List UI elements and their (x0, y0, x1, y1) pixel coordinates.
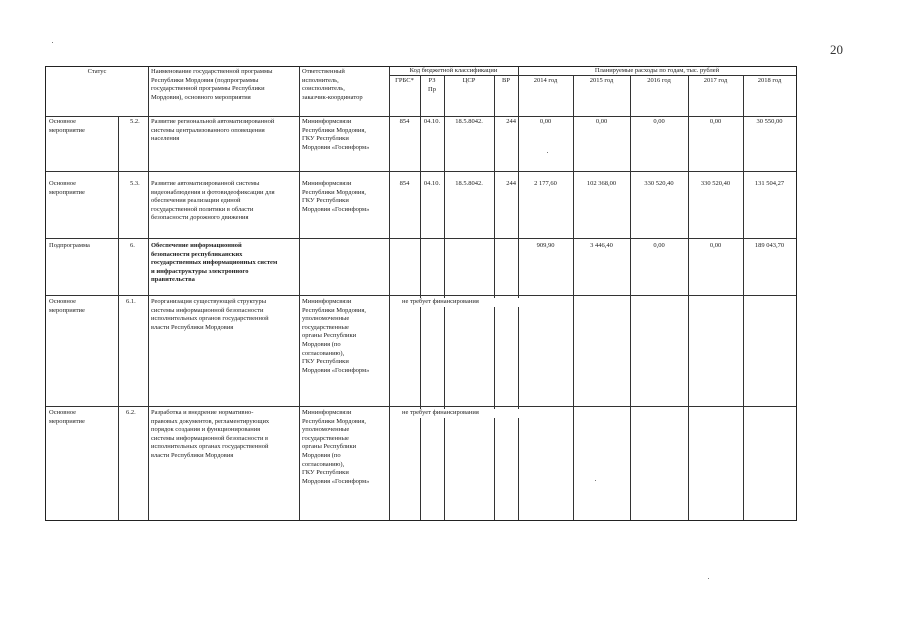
row-responsible: Мининформсвязи Республики Мордовия, уполномоченные государственные органы Республики Мордовия (по согласованию), ГКУ Республики Мордовия «Госинформ» (302, 298, 370, 374)
col-divider (148, 67, 149, 520)
row-value-2018: 131 504,27 (754, 180, 785, 187)
col-divider (299, 67, 300, 520)
row-value-2016: 0,00 (653, 242, 665, 249)
col-divider (389, 67, 390, 520)
row-grbs: 854 (399, 118, 410, 125)
header-year-2018: 2018 год (757, 77, 782, 84)
header-status: Статус (87, 68, 107, 75)
row-csr: 18.5.8042. (455, 118, 483, 125)
row-value-2018: 30 550,00 (756, 118, 783, 125)
col-divider (630, 75, 631, 520)
row-status: Основное мероприятие (49, 180, 85, 196)
scan-speck (547, 152, 548, 153)
row-value-2014: 909,90 (536, 242, 555, 249)
header-name: Наименование государственной программы Республики Мордовия (подпрограммы государственной программы Республики Мордовия), основного мероприятия (151, 68, 273, 101)
row-note: не требует финансирования (402, 298, 522, 307)
row-value-2015: 3 446,40 (590, 242, 613, 249)
col-divider (743, 75, 744, 520)
row-value-2014: 0,00 (539, 118, 552, 125)
row-responsible: Мининформсвязи Республики Мордовия, ГКУ Республики Мордовия «Госинформ» (302, 180, 370, 213)
scan-speck (52, 42, 53, 43)
header-vr: ВР (502, 77, 510, 84)
row-status: Основное мероприятие (49, 118, 85, 134)
header-year-2016: 2016 год (647, 77, 671, 84)
row-rz: 04.10. (423, 118, 441, 125)
row-rz: 04.10. (423, 180, 441, 187)
row-divider (46, 406, 796, 407)
row-status: Подпрограмма (49, 242, 90, 249)
row-csr: 18.5.8042. (455, 180, 483, 187)
header-grbs: ГРБС* (395, 77, 414, 84)
row-status: Основное мероприятие (49, 409, 85, 425)
header-year-2014: 2014 год (533, 77, 558, 84)
row-value-2016: 0,00 (653, 118, 665, 125)
row-value-2015: 0,00 (595, 118, 608, 125)
row-name: Реорганизация существующей структуры системы информационной безопасности исполнительных органов государственной власти Республики Мордовия (151, 298, 269, 331)
header-year-2015: 2015 год (589, 77, 614, 84)
row-value-2017: 0,00 (709, 242, 722, 249)
row-divider (46, 171, 796, 172)
row-number: 6.1. (126, 298, 136, 305)
header-csr: ЦСР (462, 77, 476, 84)
col-divider (118, 117, 119, 520)
scan-speck (595, 480, 596, 481)
row-name: Разработка и внедрение нормативно- правовых документов, регламентирующих порядок создания и функционирования системы информационной безопасности в исполнительных органах государственной власти Республики Мордовия (151, 409, 270, 459)
header-budget-code: Код бюджетной классификации (409, 67, 498, 74)
page-number: 20 (830, 42, 843, 57)
col-divider (573, 75, 574, 520)
header-rz: РЗ Пр (428, 77, 436, 93)
row-number: 6.2. (126, 409, 136, 416)
row-value-2014: 2 177,60 (534, 180, 557, 187)
budget-table (45, 66, 797, 521)
header-responsible: Ответственный исполнитель, соисполнитель, заказчик-координатор (302, 68, 363, 101)
row-name: Развитие региональной автоматизированной системы централизованного оповещения населения (151, 118, 275, 143)
row-vr: 244 (506, 118, 516, 125)
row-responsible: Мининформсвязи Республики Мордовия, уполномоченные государственные органы Республики Мордовия (по согласованию), ГКУ Республики Мордовия «Госинформ» (302, 409, 370, 485)
row-vr: 244 (506, 180, 516, 187)
row-name: Развитие автоматизированной системы видеонаблюдения и фотовидеофиксации для обеспечения реализации единой государственной политики в области безопасности дорожного движения (151, 180, 275, 222)
row-value-2015: 102 368,00 (586, 180, 617, 187)
row-divider (46, 238, 796, 239)
row-responsible: Мининформсвязи Республики Мордовия, ГКУ Республики Мордовия «Госинформ» (302, 118, 370, 151)
row-name: Обеспечение информационной безопасности республиканских государственных информационных систем и инфраструктуры электронного правительства (151, 242, 278, 284)
row-value-2016: 330 520,40 (644, 180, 674, 187)
header-year-2017: 2017 год (703, 77, 728, 84)
scan-speck (708, 578, 709, 579)
row-value-2018: 189 043,70 (754, 242, 785, 249)
row-number: 5.3. (130, 180, 140, 187)
row-value-2017: 0,00 (709, 118, 722, 125)
row-value-2017: 330 520,40 (700, 180, 731, 187)
row-grbs: 854 (399, 180, 410, 187)
row-divider (46, 295, 796, 296)
row-divider (46, 116, 796, 117)
row-status: Основное мероприятие (49, 298, 85, 314)
row-note: не требует финансирования (402, 409, 522, 418)
col-divider (688, 75, 689, 520)
row-number: 6. (130, 242, 135, 249)
col-divider (518, 67, 519, 520)
row-number: 5.2. (130, 118, 140, 125)
header-planned: Планируемые расходы по годам, тыс. рублей (594, 67, 720, 74)
